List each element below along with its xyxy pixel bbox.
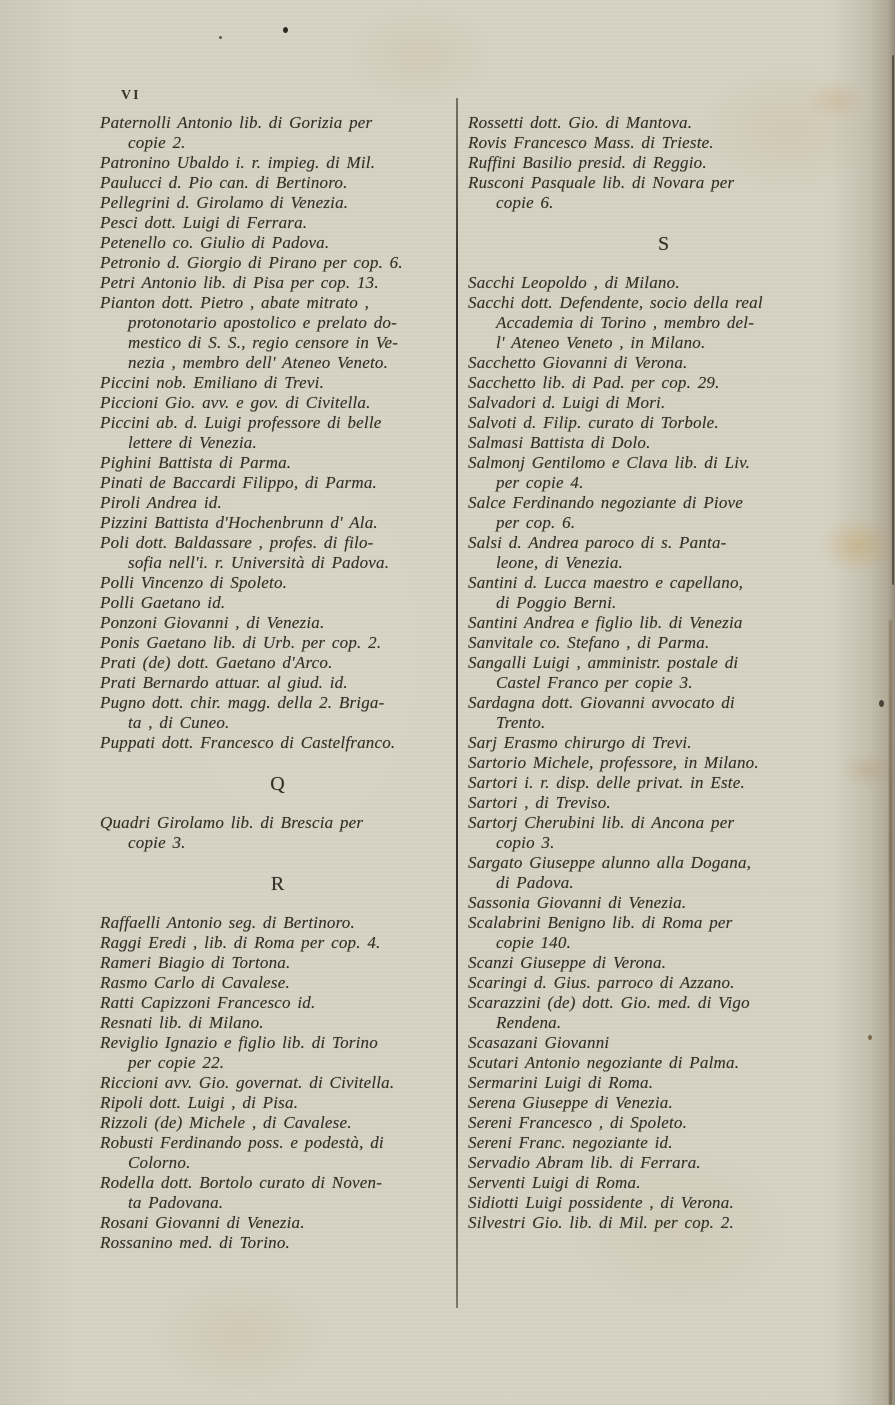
entry-line: Rossetti dott. Gio. di Mantova. — [468, 113, 693, 132]
subscriber-entry — [468, 853, 860, 893]
entry-line: Silvestri Gio. lib. di Mil. per cop. 2. — [468, 1213, 734, 1232]
entry-line: Robusti Ferdinando poss. e podestà, di — [100, 1133, 384, 1152]
entry-line: Sacchi Leopoldo , di Milano. — [468, 273, 680, 292]
entry-line: Rasmo Carlo di Cavalese. — [100, 973, 290, 992]
entry-line: Ripoli dott. Luigi , di Pisa. — [100, 1093, 299, 1112]
entry-line: Polli Gaetano id. — [100, 593, 226, 612]
entry-line: l' Ateneo Veneto , in Milano. — [496, 333, 706, 352]
entry-line: Puppati dott. Francesco di Castelfranco. — [100, 733, 396, 752]
page-edge-streak — [889, 620, 892, 1405]
entry-line: Petenello co. Giulio di Padova. — [100, 233, 330, 252]
subscriber-entry — [100, 973, 456, 993]
entry-line: copio 3. — [496, 833, 555, 852]
entry-line: di Poggio Berni. — [496, 593, 617, 612]
subscriber-entry — [100, 1133, 456, 1173]
subscriber-entry — [468, 973, 860, 993]
subscriber-entry — [468, 1113, 860, 1133]
subscriber-entry — [100, 533, 456, 573]
entry-line: Rossanino med. di Torino. — [100, 1233, 290, 1252]
entry-line: Piccini nob. Emiliano di Trevi. — [100, 373, 325, 392]
entry-line: Accademia di Torino , membro del- — [496, 313, 755, 332]
subscriber-entry — [468, 993, 860, 1033]
subscriber-entry — [468, 573, 860, 613]
entry-line: Ruffini Basilio presid. di Reggio. — [468, 153, 707, 172]
entry-line: ta Padovana. — [128, 1193, 224, 1212]
entry-line: Poli dott. Baldassare , profes. di filo- — [100, 533, 374, 552]
entry-line: protonotario apostolico e prelato do- — [128, 313, 397, 332]
entry-line: Sassonia Giovanni di Venezia. — [468, 893, 687, 912]
subscriber-entry — [100, 113, 456, 153]
subscriber-entry — [468, 953, 860, 973]
subscriber-entry — [468, 1133, 860, 1153]
entry-line: mestico di S. S., regio censore in Ve- — [128, 333, 399, 352]
entry-line: lettere di Venezia. — [128, 433, 257, 452]
subscriber-entry — [468, 433, 860, 453]
entry-line: Pizzini Battista d'Hochenbrunn d' Ala. — [100, 513, 378, 532]
subscriber-entry — [100, 613, 456, 633]
subscriber-entry — [100, 933, 456, 953]
subscriber-entry — [100, 253, 456, 273]
entry-line: Sargato Giuseppe alunno alla Dogana, — [468, 853, 752, 872]
subscriber-entry — [468, 733, 860, 753]
entry-line: Santini Andrea e figlio lib. di Venezia — [468, 613, 743, 632]
entry-line: Pinati de Baccardi Filippo, di Parma. — [100, 473, 377, 492]
entry-line: Sartori , di Treviso. — [468, 793, 611, 812]
subscriber-entry — [100, 453, 456, 473]
entry-line: Sacchi dott. Defendente, socio della real — [468, 293, 763, 312]
subscriber-column-left — [100, 113, 456, 1253]
subscriber-entry — [468, 1073, 860, 1093]
entry-line: Pesci dott. Luigi di Ferrara. — [100, 213, 308, 232]
entry-line: Rizzoli (de) Michele , di Cavalese. — [100, 1113, 352, 1132]
entry-line: Ratti Capizzoni Francesco id. — [100, 993, 316, 1012]
ink-speck — [283, 27, 288, 33]
entry-line: Salsi d. Andrea paroco di s. Panta- — [468, 533, 727, 552]
subscriber-entry — [468, 533, 860, 573]
subscriber-entry — [468, 1173, 860, 1193]
entry-line: Salmasi Battista di Dolo. — [468, 433, 651, 452]
subscriber-entry — [468, 753, 860, 773]
entry-line: Paulucci d. Pio can. di Bertinoro. — [100, 173, 348, 192]
entry-line: copie 6. — [496, 193, 554, 212]
ink-speck — [219, 36, 222, 39]
subscriber-entry — [100, 573, 456, 593]
subscriber-entry — [468, 493, 860, 533]
entry-line: Rodella dott. Bortolo curato di Noven- — [100, 1173, 383, 1192]
entry-line: Sanvitale co. Stefano , di Parma. — [468, 633, 710, 652]
entry-line: Salce Ferdinando negoziante di Piove — [468, 493, 744, 512]
page-number: VI — [121, 88, 141, 103]
ink-speck — [868, 1035, 872, 1040]
subscriber-entry — [468, 913, 860, 953]
entry-line: Salmonj Gentilomo e Clava lib. di Liv. — [468, 453, 751, 472]
entry-line: Salvadori d. Luigi di Mori. — [468, 393, 666, 412]
entry-line: Pianton dott. Pietro , abate mitrato , — [100, 293, 370, 312]
entry-line: Ponzoni Giovanni , di Venezia. — [100, 613, 325, 632]
subscriber-entry — [468, 173, 860, 213]
subscriber-entry — [100, 473, 456, 493]
entry-line: Scalabrini Benigno lib. di Roma per — [468, 913, 733, 932]
subscriber-entry — [100, 153, 456, 173]
subscriber-entry — [100, 393, 456, 413]
subscriber-entry — [468, 653, 860, 693]
subscriber-entry — [100, 1033, 456, 1073]
subscriber-entry — [100, 1173, 456, 1213]
entry-line: Prati Bernardo attuar. al giud. id. — [100, 673, 348, 692]
entry-line: Piccioni Gio. avv. e gov. di Civitella. — [100, 393, 371, 412]
subscriber-entry — [100, 813, 456, 853]
subscriber-entry — [100, 513, 456, 533]
entry-line: per cop. 6. — [496, 513, 576, 532]
subscriber-entry — [468, 1093, 860, 1113]
entry-line: Pighini Battista di Parma. — [100, 453, 292, 472]
entry-line: Patronino Ubaldo i. r. impieg. di Mil. — [100, 153, 376, 172]
entry-line: Sermarini Luigi di Roma. — [468, 1073, 654, 1092]
subscriber-entry — [100, 273, 456, 293]
subscriber-entry — [468, 813, 860, 853]
subscriber-entry — [468, 353, 860, 373]
entry-line: nezia , membro dell' Ateneo Veneto. — [128, 353, 389, 372]
entry-line: Servadio Abram lib. di Ferrara. — [468, 1153, 701, 1172]
subscriber-entry — [468, 373, 860, 393]
entry-line: Salvoti d. Filip. curato di Torbole. — [468, 413, 719, 432]
subscriber-entry — [468, 113, 860, 133]
page-edge-line — [892, 55, 894, 585]
section-heading: S — [657, 233, 671, 255]
subscriber-entry — [100, 633, 456, 653]
subscriber-entry — [100, 693, 456, 733]
entry-line: Resnati lib. di Milano. — [100, 1013, 264, 1032]
entry-line: Rusconi Pasquale lib. di Novara per — [468, 173, 735, 192]
subscriber-entry — [100, 493, 456, 513]
subscriber-entry — [100, 913, 456, 933]
entry-line: Piroli Andrea id. — [100, 493, 222, 512]
subscriber-entry — [468, 773, 860, 793]
entry-line: Pugno dott. chir. magg. della 2. Briga- — [100, 693, 385, 712]
subscriber-entry — [100, 1113, 456, 1133]
subscriber-entry — [100, 173, 456, 193]
subscriber-entry — [468, 413, 860, 433]
entry-line: Sardagna dott. Giovanni avvocato di — [468, 693, 735, 712]
entry-line: Trento. — [496, 713, 546, 732]
entry-line: Piccini ab. d. Luigi professore di belle — [100, 413, 382, 432]
entry-line: Quadri Girolamo lib. di Brescia per — [100, 813, 364, 832]
subscriber-entry — [100, 1093, 456, 1113]
entry-line: Santini d. Lucca maestro e capellano, — [468, 573, 744, 592]
entry-line: Sereni Franc. negoziante id. — [468, 1133, 673, 1152]
entry-line: Scutari Antonio negoziante di Palma. — [468, 1053, 740, 1072]
entry-line: Sidiotti Luigi possidente , di Verona. — [468, 1193, 734, 1212]
entry-line: Paternolli Antonio lib. di Gorizia per — [100, 113, 373, 132]
subscriber-entry — [100, 213, 456, 233]
entry-line: Polli Vincenzo di Spoleto. — [100, 573, 288, 592]
entry-line: Serventi Luigi di Roma. — [468, 1173, 641, 1192]
ink-speck — [879, 700, 884, 707]
subscriber-entry — [100, 673, 456, 693]
subscriber-entry — [468, 693, 860, 733]
entry-line: copie 2. — [128, 133, 186, 152]
entry-line: ta , di Cuneo. — [128, 713, 230, 732]
subscriber-entry — [468, 1213, 860, 1233]
subscriber-entry — [100, 193, 456, 213]
entry-line: Prati (de) dott. Gaetano d'Arco. — [100, 653, 333, 672]
subscriber-entry — [468, 893, 860, 913]
subscriber-entry — [100, 1013, 456, 1033]
subscriber-entry — [100, 953, 456, 973]
entry-line: Sangalli Luigi , amministr. postale di — [468, 653, 739, 672]
subscriber-entry — [468, 793, 860, 813]
entry-line: sofia nell'i. r. Università di Padova. — [128, 553, 390, 572]
subscriber-entry — [468, 1033, 860, 1053]
subscriber-entry — [100, 993, 456, 1013]
entry-line: Raggi Eredi , lib. di Roma per cop. 4. — [100, 933, 381, 952]
entry-line: Petri Antonio lib. di Pisa per cop. 13. — [100, 273, 379, 292]
subscriber-entry — [468, 153, 860, 173]
subscriber-entry — [100, 1213, 456, 1233]
entry-line: Scarazzini (de) dott. Gio. med. di Vigo — [468, 993, 750, 1012]
entry-line: Rameri Biagio di Tortona. — [100, 953, 291, 972]
subscriber-entry — [100, 733, 456, 753]
entry-line: copie 140. — [496, 933, 572, 952]
entry-line: Serena Giuseppe di Venezia. — [468, 1093, 673, 1112]
subscriber-entry — [100, 293, 456, 373]
subscriber-entry — [100, 233, 456, 253]
entry-line: Rendena. — [496, 1013, 562, 1032]
entry-line: Petronio d. Giorgio di Pirano per cop. 6. — [100, 253, 403, 272]
entry-line: Reviglio Ignazio e figlio lib. di Torino — [100, 1033, 378, 1052]
entry-line: per copie 22. — [128, 1053, 225, 1072]
entry-line: Sereni Francesco , di Spoleto. — [468, 1113, 688, 1132]
entry-line: per copie 4. — [496, 473, 584, 492]
subscriber-entry — [468, 133, 860, 153]
subscriber-entry — [468, 273, 860, 293]
entry-line: Sacchetto lib. di Pad. per cop. 29. — [468, 373, 720, 392]
subscriber-entry — [100, 593, 456, 613]
entry-line: Raffaelli Antonio seg. di Bertinoro. — [100, 913, 355, 932]
subscriber-entry — [468, 1053, 860, 1073]
subscriber-entry — [100, 413, 456, 453]
section-heading: Q — [270, 773, 286, 795]
entry-line: Scanzi Giuseppe di Verona. — [468, 953, 667, 972]
subscriber-entry — [468, 1193, 860, 1213]
section-heading: R — [270, 873, 286, 895]
entry-line: Scasazani Giovanni — [468, 1033, 610, 1052]
subscriber-entry — [100, 373, 456, 393]
subscriber-entry — [100, 1073, 456, 1093]
entry-line: Sacchetto Giovanni di Verona. — [468, 353, 688, 372]
column-divider-rule — [456, 98, 458, 1308]
entry-line: Rovis Francesco Mass. di Trieste. — [468, 133, 714, 152]
subscriber-entry — [468, 293, 860, 353]
entry-line: di Padova. — [496, 873, 574, 892]
entry-line: Riccioni avv. Gio. governat. di Civitella. — [100, 1073, 395, 1092]
entry-line: Rosani Giovanni di Venezia. — [100, 1213, 305, 1232]
subscriber-entry — [468, 633, 860, 653]
subscriber-entry — [468, 613, 860, 633]
entry-line: Colorno. — [128, 1153, 191, 1172]
subscriber-entry — [468, 393, 860, 413]
entry-line: Sartorio Michele, professore, in Milano. — [468, 753, 759, 772]
entry-line: Sarj Erasmo chirurgo di Trevi. — [468, 733, 692, 752]
entry-line: leone, di Venezia. — [496, 553, 623, 572]
subscriber-entry — [100, 653, 456, 673]
entry-line: Ponis Gaetano lib. di Urb. per cop. 2. — [100, 633, 382, 652]
subscriber-column-right — [468, 113, 860, 1233]
entry-line: Pellegrini d. Girolamo di Venezia. — [100, 193, 349, 212]
subscriber-entry — [100, 1233, 456, 1253]
entry-line: Sartori i. r. disp. delle privat. in Este. — [468, 773, 745, 792]
entry-line: Scaringi d. Gius. parroco di Azzano. — [468, 973, 735, 992]
entry-line: Castel Franco per copie 3. — [496, 673, 693, 692]
subscriber-entry — [468, 453, 860, 493]
subscriber-entry — [468, 1153, 860, 1173]
entry-line: copie 3. — [128, 833, 186, 852]
entry-line: Sartorj Cherubini lib. di Ancona per — [468, 813, 735, 832]
